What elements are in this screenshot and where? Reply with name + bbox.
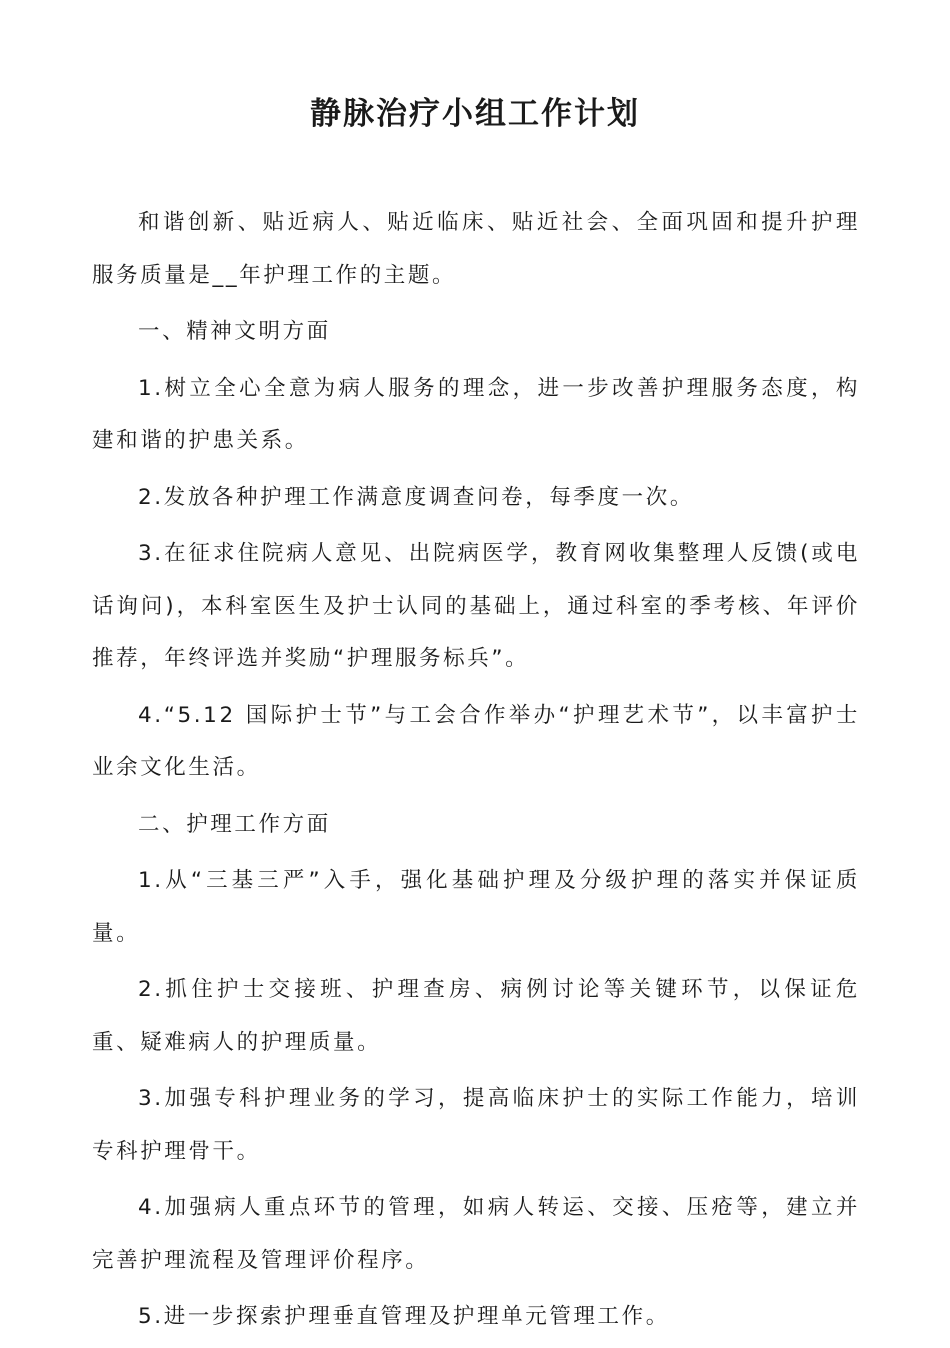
section-heading-nursing: 二、护理工作方面	[138, 811, 331, 837]
list-item: 3.在征求住院病人意见、出院病医学，教育网收集整理人反馈(或电话询问)，本科室医生及护士认同的基础上，通过科室的季考核、年评价推荐，年终评选并奖励“护理服务标兵”。	[92, 541, 860, 671]
list-item: 2.发放各种护理工作满意度调查问卷，每季度一次。	[138, 484, 694, 510]
list-item: 4.“5.12 国际护士节”与工会合作举办“护理艺术节”，以丰富护士业余文化生活。	[92, 702, 860, 780]
list-item: 3.加强专科护理业务的学习，提高临床护士的实际工作能力，培训专科护理骨干。	[92, 1086, 860, 1164]
list-item: 2.抓住护士交接班、护理查房、病例讨论等关键环节，以保证危重、疑难病人的护理质量。	[92, 977, 860, 1055]
document-title: 静脉治疗小组工作计划	[310, 96, 640, 132]
intro-paragraph: 和谐创新、贴近病人、贴近临床、贴近社会、全面巩固和提升护理服务质量是__年护理工作的主题。	[92, 210, 860, 288]
document-body	[92, 197, 860, 1348]
list-item: 4.加强病人重点环节的管理，如病人转运、交接、压疮等，建立并完善护理流程及管理评价程序。	[92, 1195, 860, 1273]
list-item: 5.进一步探索护理垂直管理及护理单元管理工作。	[138, 1304, 670, 1329]
list-item: 1.从“三基三严”入手，强化基础护理及分级护理的落实并保证质量。	[92, 868, 860, 946]
list-item: 1.树立全心全意为病人服务的理念，进一步改善护理服务态度，构建和谐的护患关系。	[92, 375, 860, 453]
section-heading-spiritual: 一、精神文明方面	[138, 319, 331, 344]
